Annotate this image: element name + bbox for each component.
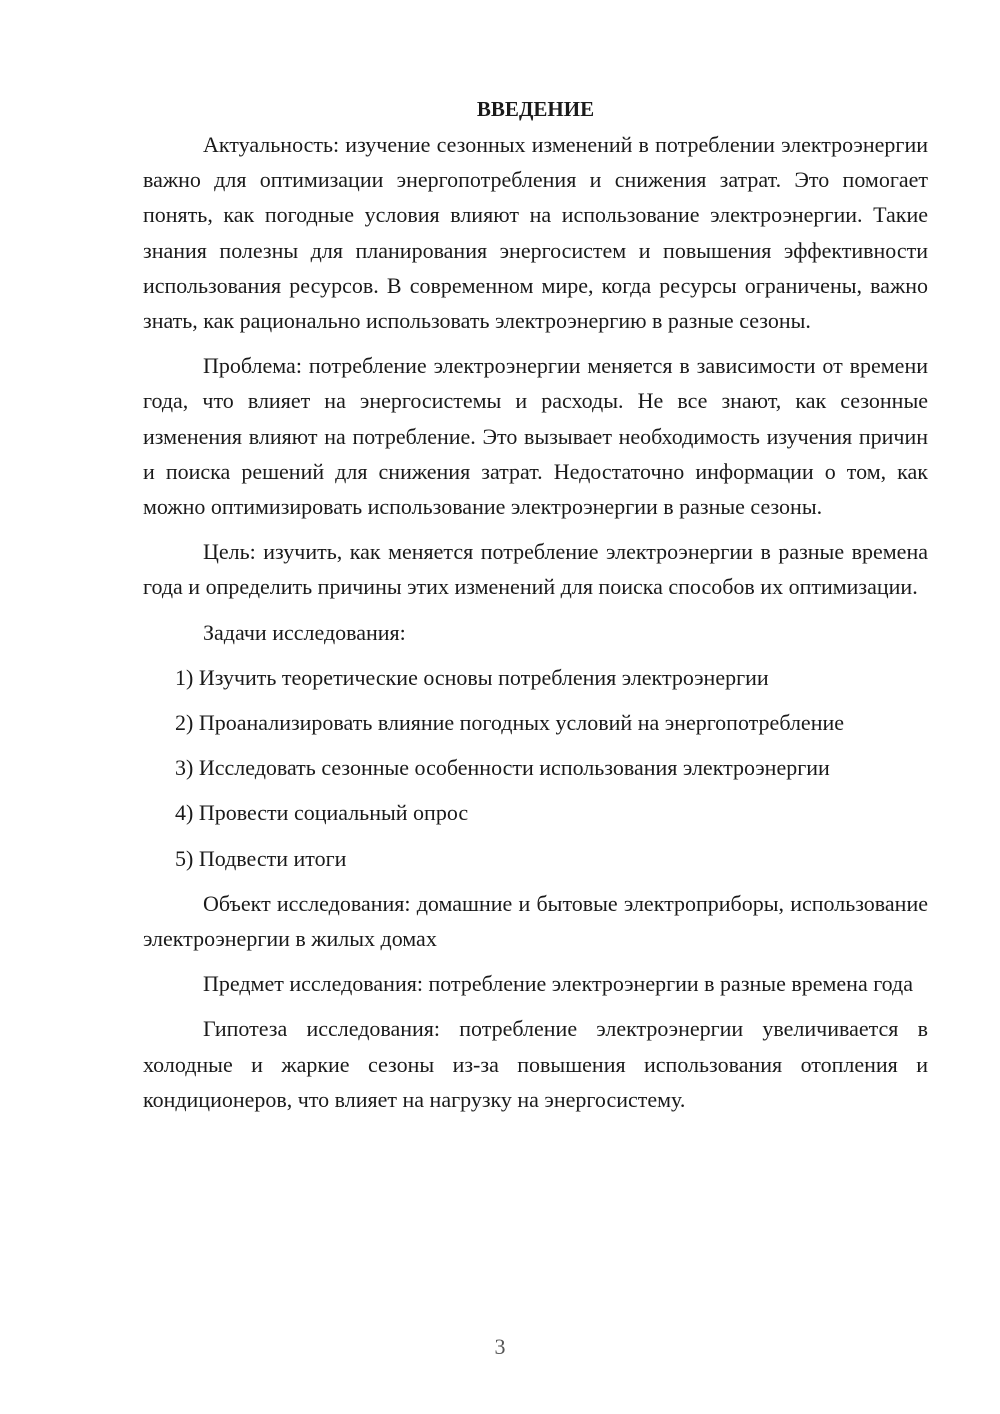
task-item: 5) Подвести итоги [175,845,347,871]
relevance-paragraph: Актуальность: изучение сезонных изменений в потреблении электроэнергии важно для оптимизации энергопотребления и снижения затрат. Это помогает понять, как погодные условия влияют на использование электроэнергии. Такие знания полезны для планирования энергосистем и повышения эффективности использования ресурсов. В современном мире, когда ресурсы ограничены, важно знать, как рационально использовать электроэнергию в разные сезоны. [143,132,928,334]
task-item: 3) Исследовать сезонные особенности использования электроэнергии [175,755,830,781]
tasks-intro: Задачи исследования: [203,619,406,645]
subject-paragraph: Предмет исследования: потребление электроэнергии в разные времена года [203,971,914,997]
object-paragraph: Объект исследования: домашние и бытовые электроприборы, использование электроэнергии в жилых домах [143,890,928,952]
section-heading: ВВЕДЕНИЕ [476,97,595,121]
hypothesis-paragraph: Гипотеза исследования: потребление электроэнергии увеличивается в холодные и жаркие сезоны из-за повышения использования отопления и кондиционеров, что влияет на нагрузку на энергосистему. [143,1016,928,1112]
task-item: 1) Изучить теоретические основы потребления электроэнергии [175,664,769,690]
tasks-list [143,660,928,876]
task-item: 2) Проанализировать влияние погодных условий на энергопотребление [175,710,845,736]
goal-paragraph: Цель: изучить, как меняется потребление электроэнергии в разные времена года и определить причины этих изменений для поиска способов их оптимизации. [143,539,928,600]
page-number: 3 [494,1334,506,1359]
task-item: 4) Провести социальный опрос [175,800,469,826]
document-page [143,92,928,1127]
problem-paragraph: Проблема: потребление электроэнергии меняется в зависимости от времени года, что влияет на энергосистемы и расходы. Не все знают, как сезонные изменения влияют на потребление. Это вызывает необходимость изучения причин и поиска решений для снижения затрат. Недостаточно информации о том, как можно оптимизировать использование электроэнергии в разные сезоны. [143,353,928,520]
